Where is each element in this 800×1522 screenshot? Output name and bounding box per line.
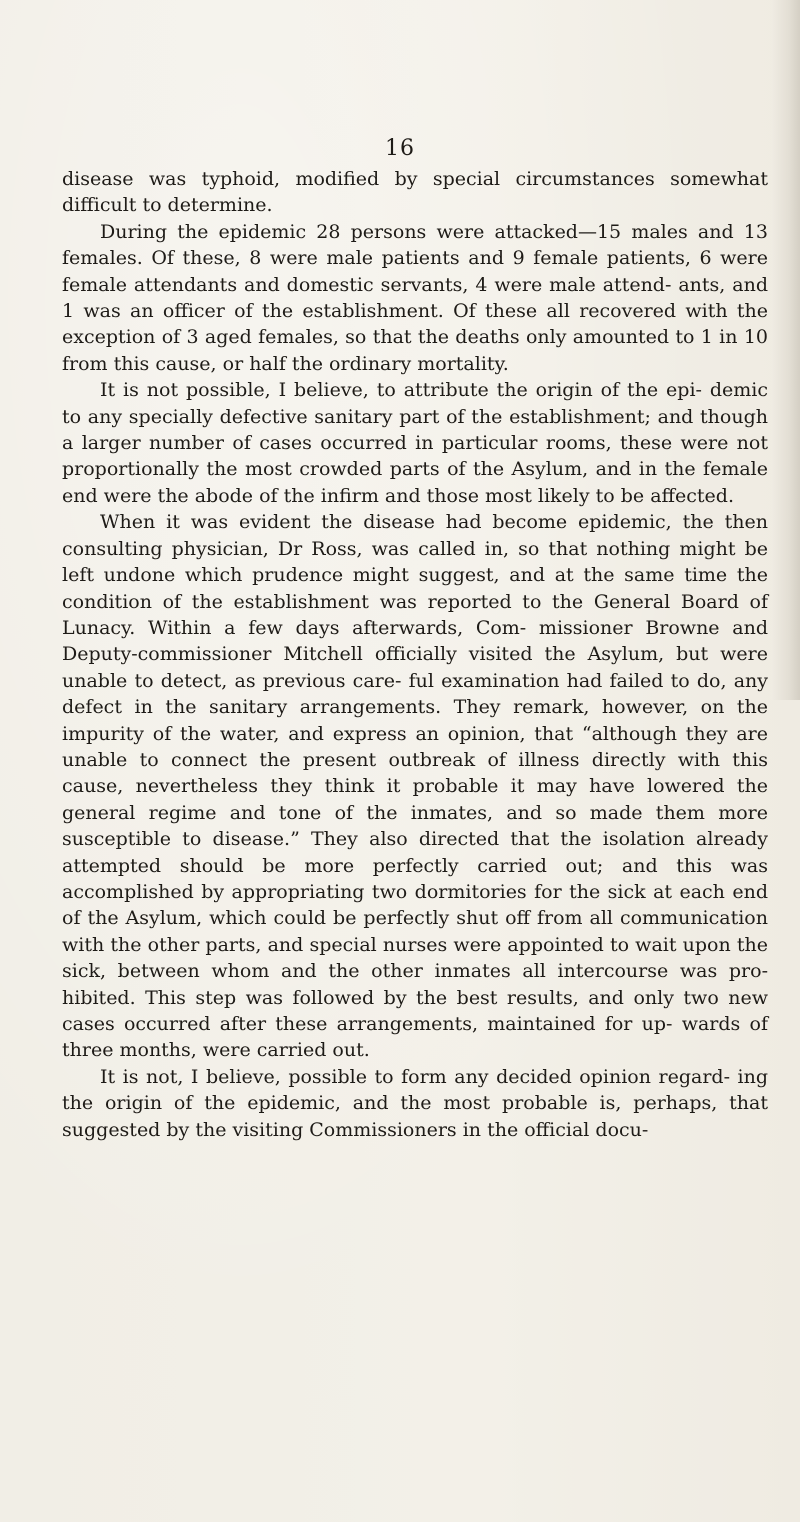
paragraph-commissioners-visit: When it was evident the disease had become epidemic, the then consulting physician, Dr Ross, was called in, so that nothing might be left undone which prudence might suggest, and at the same time the condition of the establishment was reported to the General Board of Lunacy. Within a few days afterwards, Com- missioner Browne and Deputy-commissioner Mitchell officially visited the Asylum, but were unable to detect, as previous care- ful examination had failed to do, any defect in the sanitary arrangements. They remark, however, on the impurity of the water, and express an opinion, that “although they are unable to connect the present outbreak of illness directly with this cause, nevertheless they think it probable it may have lowered the general regime and tone of the inmates, and so made them more susceptible to disease.” They also directed that the isolation already attempted should be more perfectly carried out; and this was accomplished by appropriating two dormitories for the sick at each end of the Asylum, which could be perfectly shut off from all communication with the other parts, and special nurses were appointed to wait upon the sick, between whom and the other inmates all intercourse was pro- hibited. This step was followed by the best results, and only two new cases occurred after these arrangements, maintained for up- wards of three months, were carried out. [62, 511, 768, 1062]
paragraph-epidemic-statistics: During the epidemic 28 persons were attacked—15 males and 13 females. Of these, 8 were male patients and 9 female patients, 6 were female attendants and domestic servants, 4 were male attend- ants, and 1 was an officer of the establishment. Of these all recovered with the exception of 3 aged females, so that the deaths only amounted to 1 in 10 from this cause, or half the ordinary mortality. [62, 220, 768, 375]
page-edge-shadow [772, 0, 800, 700]
paragraph-continuation: disease was typhoid, modified by special circumstances somewhat difficult to determine. [62, 168, 768, 217]
paragraph-origin-opinion: It is not, I believe, possible to form any decided opinion regard- ing the origin of the epidemic, and the most probable is, perhaps, that suggested by the visiting Commissioners in the official docu- [62, 1065, 768, 1141]
body-text [62, 166, 768, 1143]
page-number: 16 [385, 136, 415, 161]
paragraph-origin-sanitary: It is not possible, I believe, to attribute the origin of the epi- demic to any specially defective sanitary part of the establishment; and though a larger number of cases occurred in particular rooms, these were not proportionally the most crowded parts of the Asylum, and in the female end were the abode of the infirm and those most likely to be affected. [62, 379, 768, 507]
